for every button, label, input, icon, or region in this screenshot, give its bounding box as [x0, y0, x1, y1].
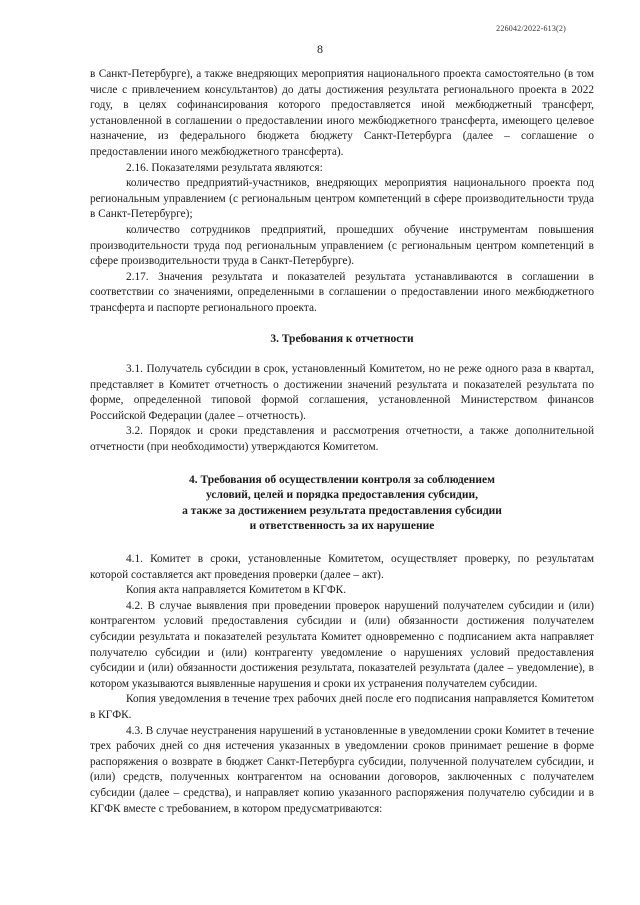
page-number: 8 — [317, 42, 323, 56]
section-4-title-line: 4. Требования об осуществлении контроля за соблюдением — [189, 473, 495, 486]
section-3-title: 3. Требования к отчетности — [270, 332, 414, 345]
paragraph-indicator-1: количество предприятий-участников, внедряющих мероприятия национального проекта под региональным управлением (с региональным центром компетенций в сфере производительности труда в Санкт-Петербурге); — [90, 177, 594, 221]
paragraph-2-16: 2.16. Показателями результата являются: — [126, 161, 323, 174]
paragraph-2-17: 2.17. Значения результата и показателей результата устанавливаются в соглашении в соответствии со значениями, определенными в соглашении о предоставлении иного межбюджетного трансферта и паспорте регионального проекта. — [90, 270, 594, 314]
paragraph-4-1-copy: Копия акта направляется Комитетом в КГФК. — [126, 584, 347, 597]
paragraph-4-3: 4.3. В случае неустранения нарушений в установленные в уведомлении сроки Комитет в течение трех рабочих дней со дня истечения указанных в уведомлении сроков принимает решение в форме распоряжения о возврате в бюджет Санкт-Петербурга субсидии, полученной получателем субсидии, и (или) средств, полученных контрагентом на основании договоров, заключенных с получателем субсидии (далее – средства), и направляет копию указанного распоряжения получателю субсидии и в КГФК вместе с требованием, в котором предусматриваются: — [90, 724, 594, 815]
paragraph-3-1: 3.1. Получатель субсидии в срок, установленный Комитетом, но не реже одного раза в квартал, представляет в Комитет отчетность о достижении значений результата и показателей результата по форме, определенной типовой формой соглашения, установленной Министерством финансов Российской Федерации (далее – отчетность). — [90, 363, 594, 422]
section-4-title — [90, 473, 594, 535]
paragraph-3-2: 3.2. Порядок и сроки представления и рассмотрения отчетности, а также дополнительной отчетности (при необходимости) утверждаются Комитетом. — [90, 425, 594, 454]
paragraph-continuation: в Санкт-Петербурге), а также внедряющих мероприятия национального проекта самостоятельно (в том числе с привлечением консультантов) до даты достижения результата регионального проекта в 2022 году, в целях софинансирования которого предоставляется иной межбюджетный трансферт, установленной в соглашении о предоставлении иного межбюджетного трансферта, имеющего целевое назначение, из федерального бюджета бюджету Санкт-Петербурга (далее – соглашение о предоставлении иного межбюджетного трансферта). — [90, 68, 594, 158]
paragraph-4-1: 4.1. Комитет в сроки, установленные Комитетом, осуществляет проверку, по результатам которой составляется акт проведения проверки (далее – акт). — [90, 553, 594, 581]
section-4-title-line: и ответственность за их нарушение — [249, 520, 435, 533]
section-4-title-line: а также за достижением результата предоставления субсидии — [182, 504, 502, 517]
document-body — [90, 67, 594, 817]
paragraph-4-2: 4.2. В случае выявления при проведении проверок нарушений получателем субсидии и (или) контрагентом условий предоставления субсидии и (или) обязанности достижения получателем субсидии результата и показателей результата Комитет одновременно с подписанием акта направляет получателю субсидии и (или) контрагенту уведомление о нарушениях условий предоставления субсидии и (или) обязанности достижения результата, показателей результата (далее – уведомление), в котором указываются выявленные нарушения и сроки их устранения получателем субсидии. — [90, 599, 594, 690]
section-4-title-line: условий, целей и порядка предоставления субсидии, — [206, 489, 478, 502]
paragraph-4-2-copy: Копия уведомления в течение трех рабочих дней после его подписания направляется Комитетом в КГФК. — [90, 693, 594, 721]
paragraph-indicator-2: количество сотрудников предприятий, прошедших обучение инструментам повышения производительности труда под региональным управлением (с региональным центром компетенций в сфере производительности труда в Санкт-Петербурге). — [90, 223, 594, 268]
document-number: 226042/2022-613(2) — [496, 24, 566, 33]
